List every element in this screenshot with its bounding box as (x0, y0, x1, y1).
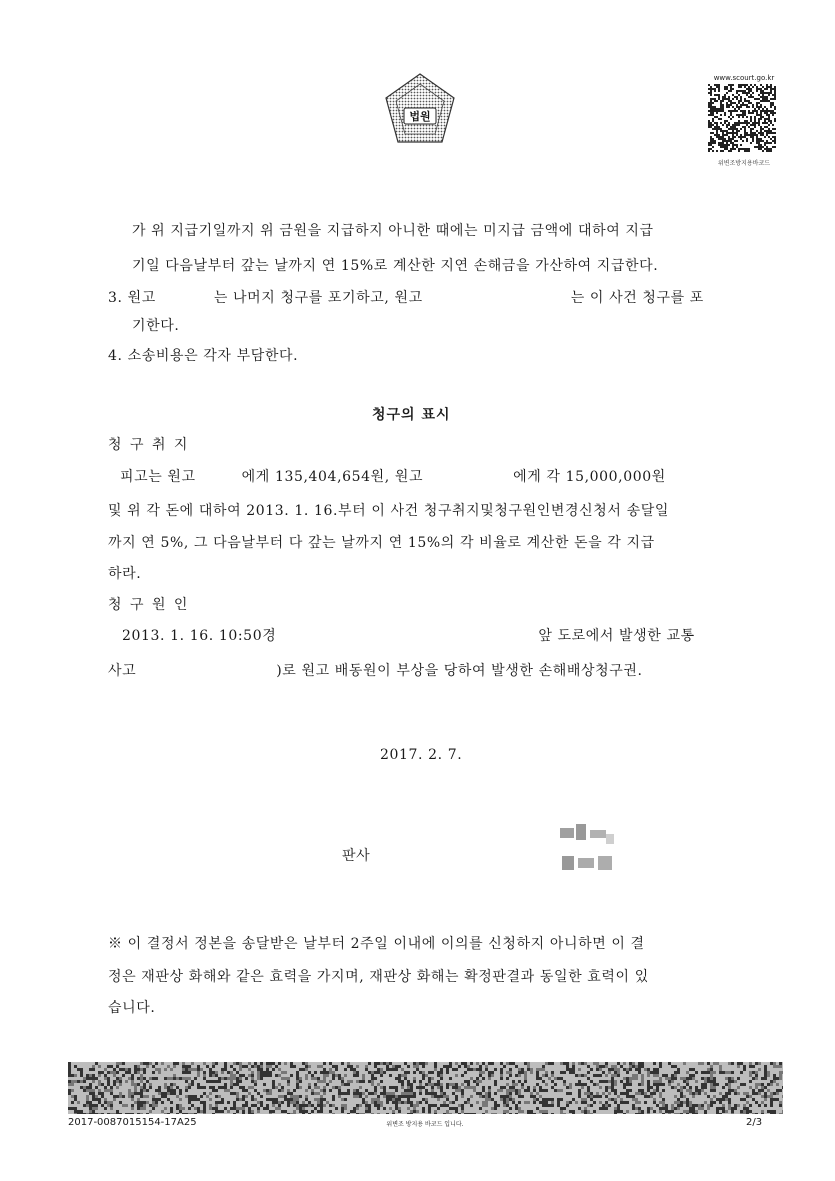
para-2-line-1: 가 위 지급기일까지 위 금원을 지급하지 아니한 때에는 미지급 금액에 대하여 지급 (132, 223, 654, 239)
claim-purpose-line-1 (120, 466, 666, 486)
barcode-caption: 위변조 방지용 바코드 입니다. (386, 1121, 464, 1128)
claim-cause-line-2 (108, 660, 643, 680)
judge-seal-icon (556, 816, 626, 886)
decision-date: 2017. 2. 7. (380, 747, 463, 763)
notice-line-1: ※ 이 결정서 정본을 송달받은 날부터 2주일 이내에 이의를 신청하지 아니하면 이 결 (108, 936, 645, 952)
qr-code-icon (708, 84, 776, 152)
item-4: 4. 소송비용은 각자 부담한다. (108, 348, 299, 364)
cp-text-c: 에게 각 15,000,000원 (513, 469, 666, 485)
qr-caption: 위변조방지용바코드 (717, 160, 771, 167)
item-3-text-b: 는 나머지 청구를 포기하고, 원고 (213, 290, 423, 306)
item-3-line-1 (108, 287, 704, 307)
document-number: 2017-0087015154-17A25 (68, 1117, 197, 1128)
claim-cause-label: 청 구 원 인 (108, 597, 190, 613)
verification-qr (708, 74, 780, 167)
item-3-text-c: 는 이 사건 청구를 포 (570, 290, 704, 306)
para-2-line-2: 기일 다음날부터 갚는 날까지 연 15%로 계산한 지연 손해금을 가산하여 지급한다. (132, 258, 659, 274)
emblem-text: 법원 (409, 110, 431, 123)
cc-text-a2: 사고 (108, 663, 137, 679)
claim-cause-line-1 (122, 625, 695, 645)
page-number: 2/3 (746, 1117, 763, 1128)
claim-purpose-label: 청 구 취 지 (108, 437, 190, 453)
notice-line-3: 습니다. (108, 1000, 156, 1016)
judge-label: 판사 (342, 848, 371, 864)
claim-purpose-line-4: 하라. (108, 566, 142, 582)
cc-text-b: 앞 도로에서 발생한 교통 (538, 628, 695, 644)
item-3-text-a: 3. 원고 (108, 290, 156, 306)
section-title: 청구의 표시 (372, 407, 451, 423)
claim-purpose-line-2: 및 위 각 돈에 대하여 2013. 1. 16.부터 이 사건 청구취지및청구원인변경신청서 송달일 (108, 503, 669, 519)
notice-line-2: 정은 재판상 화해와 같은 효력을 가지며, 재판상 화해는 확정판결과 동일한 효력이 있 (108, 969, 649, 985)
anti-forgery-barcode-icon (68, 1062, 783, 1114)
item-3-line-2: 기한다. (132, 318, 180, 334)
cc-text-a: 2013. 1. 16. 10:50경 (122, 628, 277, 644)
cc-text-b2: )로 원고 배동원이 부상을 당하여 발생한 손해배상청구권. (276, 663, 643, 679)
court-emblem-icon (380, 70, 460, 150)
cp-text-a: 피고는 원고 (120, 469, 196, 485)
claim-purpose-line-3: 까지 연 5%, 그 다음날부터 다 갚는 날까지 연 15%의 각 비율로 계산한 돈을 각 지급 (108, 535, 655, 551)
cp-text-b: 에게 135,404,654원, 원고 (241, 469, 424, 485)
qr-url: www.scourt.go.kr (713, 74, 775, 82)
